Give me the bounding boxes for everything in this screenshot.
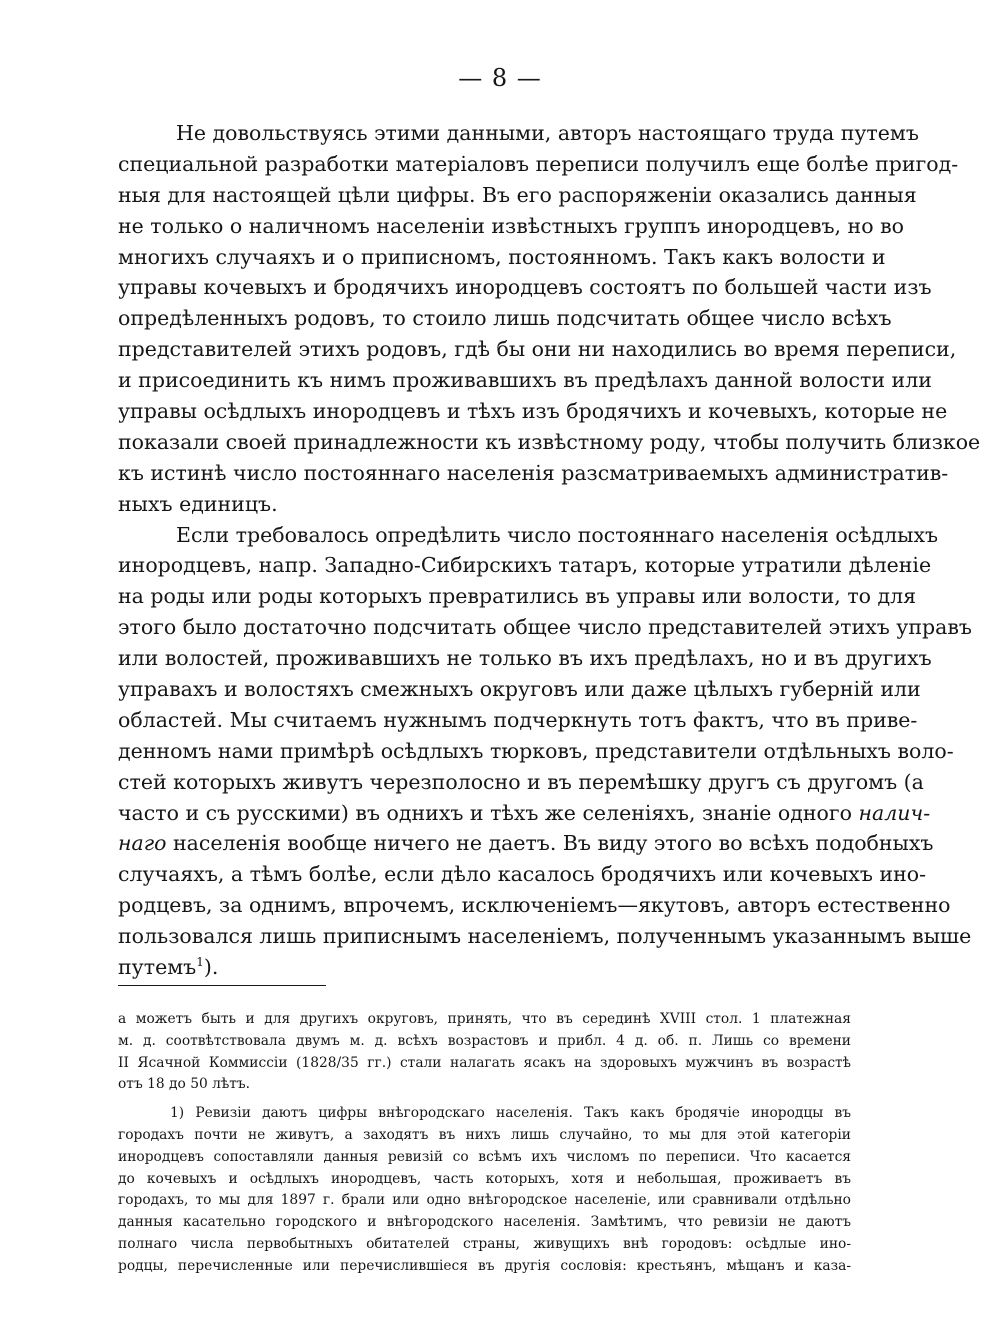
text-line: не только о наличномъ населеніи извѣстныхъ группъ инородцевъ, но во — [118, 213, 904, 238]
text-line: управы кочевыхъ и бродячихъ инородцевъ состоятъ по большей части изъ — [118, 275, 932, 300]
text-line: родцевъ, за однимъ, впрочемъ, исключеніемъ—якутовъ, авторъ естественно — [118, 893, 951, 918]
text-line: представителей этихъ родовъ, гдѣ бы они ни находились во время переписи, — [118, 337, 957, 362]
main-text — [118, 118, 981, 983]
italic-text: наго — [118, 831, 167, 856]
text-line: показали своей принадлежности къ извѣстному роду, чтобы получить близкое — [118, 429, 981, 454]
text-line: ныя для настоящей цѣли цифры. Въ его распоряженіи оказались данныя — [118, 182, 917, 207]
text-line: къ истинѣ число постояннаго населенія разсматриваемыхъ административ- — [118, 460, 949, 485]
text-segment: часто и съ русскими) въ однихъ и тѣхъ же селеніяхъ, знаніе одного — [118, 800, 859, 825]
text-line: пользовался лишь приписнымъ населеніемъ, полученнымъ указаннымъ выше — [118, 924, 972, 949]
text-line: или волостей, проживавшихъ не только въ ихъ предѣлахъ, но и въ другихъ — [118, 646, 932, 671]
text-line: специальной разработки матеріаловъ переписи получилъ еще болѣе пригод- — [118, 151, 959, 176]
footnote-line: данныя касательно городского и внѣгородского населенія. Замѣтимъ, что ревизіи не даютъ — [118, 1214, 851, 1231]
text-segment: ). — [203, 955, 219, 980]
text-line: и присоединить къ нимъ проживавшихъ въ предѣлахъ данной волости или — [118, 368, 932, 393]
footnote-line: городахъ, то мы для 1897 г. брали или одно внѣгородское населеніе, или сравнивали отдѣльно — [118, 1192, 851, 1209]
text-line: инородцевъ, напр. Западно-Сибирскихъ татаръ, которые утратили дѣленіе — [118, 553, 932, 578]
italic-text: налич- — [858, 800, 931, 825]
text-segment: путемъ — [118, 955, 197, 980]
text-line: областей. Мы считаемъ нужнымъ подчеркнуть тотъ фактъ, что въ приве- — [118, 707, 918, 732]
footnote-line: отъ 18 до 50 лѣтъ. — [118, 1076, 251, 1093]
text-line — [118, 798, 931, 829]
text-line — [118, 952, 856, 983]
text-line: управы осѣдлыхъ инородцевъ и тѣхъ изъ бродячихъ и кочевыхъ, которые не — [118, 399, 948, 424]
text-line: многихъ случаяхъ и о приписномъ, постоянномъ. Такъ какъ волости и — [118, 244, 886, 269]
text-line: опредѣленныхъ родовъ, то стоило лишь подсчитать общее число всѣхъ — [118, 306, 892, 331]
footnote-line: 1) Ревизіи даютъ цифры внѣгородскаго населенія. Такъ какъ бродячіе инородцы въ — [170, 1105, 851, 1122]
footnote-line: инородцевъ сопоставляли данныя ревизій со всѣмъ ихъ числомъ по переписи. Что касается — [118, 1148, 851, 1165]
text-line: Не довольствуясь этими данными, авторъ настоящаго труда путемъ — [176, 121, 919, 145]
text-line: управахъ и волостяхъ смежныхъ округовъ или даже цѣлыхъ губерній или — [118, 677, 921, 702]
footnote-line: м. д. соотвѣтствовала двумъ м. д. всѣхъ возрастовъ и прибл. 4 д. об. п. Лишь со времени — [118, 1032, 851, 1049]
text-line — [118, 828, 934, 859]
footnote-line: до кочевыхъ и осѣдлыхъ инородцевъ, часть которыхъ, хотя и небольшая, проживаетъ въ — [118, 1170, 851, 1187]
footnote-line: городахъ почти не живутъ, а заходятъ въ нихъ лишь случайно, то мы для этой категоріи — [118, 1126, 851, 1143]
footnote-spacer — [118, 1096, 851, 1103]
text-line: случаяхъ, а тѣмъ болѣе, если дѣло касалось бродячихъ или кочевыхъ ино- — [118, 862, 927, 887]
text-line: на роды или роды которыхъ превратились въ управы или волости, то для — [118, 584, 917, 609]
footnote-divider — [118, 985, 326, 986]
text-line: Если требовалось опредѣлить число постояннаго населенія осѣдлыхъ — [176, 522, 939, 547]
footnote-line: полнаго числа первобытныхъ обитателей страны, живущихъ внѣ городовъ: осѣдлые ино- — [118, 1235, 851, 1252]
footnote-line: II Ясачной Коммиссіи (1828/35 гг.) стали налагать ясакъ на здоровыхъ мужчинъ въ возрастѣ — [118, 1054, 851, 1071]
text-line: ныхъ единицъ. — [118, 491, 278, 516]
text-segment: населенія вообще ничего не даетъ. Въ виду этого во всѣхъ подобныхъ — [166, 831, 934, 856]
page-number: — 8 — — [458, 64, 542, 92]
footnotes — [118, 1009, 851, 1278]
footnote-line: родцы, перечисленные или перечислившіеся въ другія сословія: крестьянъ, мѣщанъ и каза- — [118, 1257, 851, 1274]
text-line: денномъ нами примѣрѣ осѣдлыхъ тюрковъ, представители отдѣльныхъ воло- — [118, 738, 954, 763]
text-line: стей которыхъ живутъ черезполосно и въ перемѣшку другъ съ другомъ (а — [118, 769, 924, 794]
footnote-ref: 1 — [196, 955, 204, 970]
footnote-line: а можетъ быть и для другихъ округовъ, принять, что въ серединѣ XVIII стол. 1 платежная — [118, 1011, 851, 1027]
text-line: этого было достаточно подсчитать общее число представителей этихъ управъ — [118, 615, 972, 640]
